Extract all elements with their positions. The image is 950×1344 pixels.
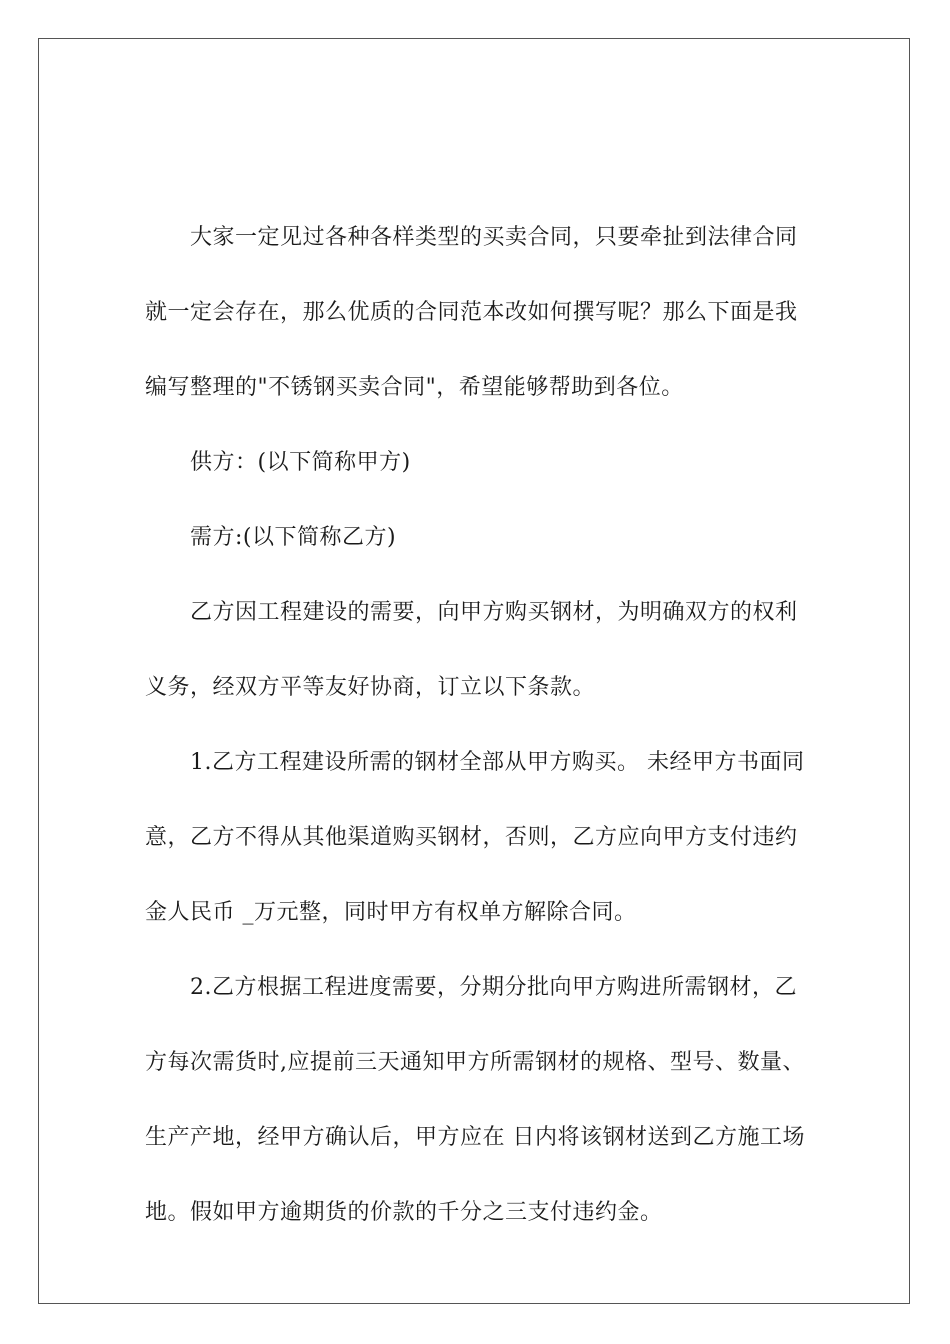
clause-2-line: 生产产地，经甲方确认后，甲方应在 日内将该钢材送到乙方施工场 [145, 1125, 805, 1150]
clause-1-line: 金人民币 _万元整，同时甲方有权单方解除合同。 [145, 900, 637, 925]
paragraph-line: 编写整理的"不锈钢买卖合同"，希望能够帮助到各位。 [145, 375, 684, 400]
paragraph-line: 大家一定见过各种各样类型的买卖合同，只要牵扯到法律合同 [190, 225, 798, 250]
clause-1-line: 1.乙方工程建设所需的钢材全部从甲方购买。 未经甲方书面同 [190, 750, 805, 775]
clause-2-line: 2.乙方根据工程进度需要，分期分批向甲方购进所需钢材，乙 [190, 975, 797, 1000]
clause-1-line: 意，乙方不得从其他渠道购买钢材，否则，乙方应向甲方支付违约 [145, 825, 798, 850]
paragraph-line: 义务，经双方平等友好协商，订立以下条款。 [145, 675, 596, 700]
paragraph-line: 就一定会存在，那么优质的合同范本改如何撰写呢？那么下面是我 [145, 300, 798, 325]
paragraph-line: 乙方因工程建设的需要，向甲方购买钢材，为明确双方的权利 [190, 600, 798, 625]
clause-2-line: 地。假如甲方逾期货的价款的千分之三支付违约金。 [145, 1200, 663, 1225]
clause-2-line: 方每次需货时,应提前三天通知甲方所需钢材的规格、型号、数量、 [145, 1050, 805, 1075]
contract-body [145, 200, 810, 1250]
buyer-line: 需方:(以下简称乙方) [190, 525, 397, 550]
supplier-line: 供方：(以下简称甲方) [190, 450, 411, 475]
